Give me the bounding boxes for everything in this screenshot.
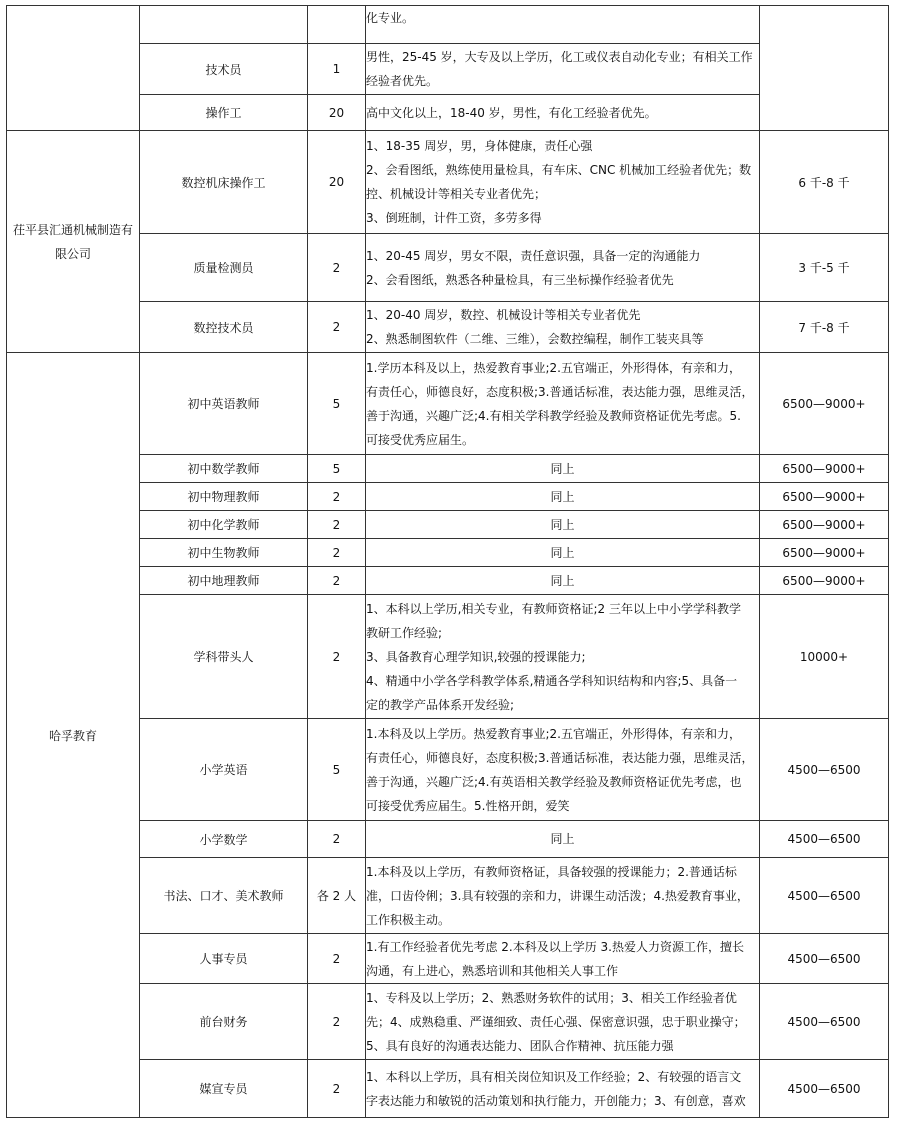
requirement-line: 男性，25-45 岁，大专及以上学历，化工或仪表自动化专业；有相关工作 <box>366 50 753 64</box>
count-cell: 2 <box>308 539 366 567</box>
table-row <box>7 234 889 302</box>
salary-cell: 4500—6500 <box>760 1060 889 1118</box>
position-cell: 初中化学教师 <box>140 511 308 539</box>
position-cell: 技术员 <box>140 44 308 95</box>
requirement-line: 定的教学产品体系开发经验; <box>366 697 515 712</box>
salary-cell: 4500—6500 <box>760 934 889 984</box>
table-row <box>7 455 889 483</box>
requirement-line: 同上 <box>550 489 575 504</box>
job-table <box>6 5 889 1118</box>
requirement-line: 1.学历本科及以上，热爱教育事业;2.五官端正，外形得体，有亲和力， <box>366 360 741 375</box>
table-row <box>7 131 889 234</box>
count-cell: 5 <box>308 353 366 455</box>
salary-cell: 4500—6500 <box>760 984 889 1060</box>
salary-cell: 7 千-8 千 <box>760 302 889 353</box>
count-cell: 5 <box>308 719 366 821</box>
salary-cell: 6 千-8 千 <box>760 131 889 234</box>
requirement-line: 准，口齿伶俐；3.具有较强的亲和力，讲课生动活泼；4.热爱教育事业， <box>366 888 749 903</box>
requirements-cell <box>366 131 760 234</box>
table-row <box>7 483 889 511</box>
count-cell: 2 <box>308 234 366 302</box>
requirement-line: 1、20-40 周岁，数控、机械设计等相关专业者优先 <box>366 308 641 322</box>
table-row <box>7 567 889 595</box>
requirement-line: 1、本科以上学历,相关专业，有教师资格证;2 三年以上中小学学科教学 <box>366 601 741 616</box>
table-row <box>7 821 889 858</box>
requirements-cell <box>366 934 760 984</box>
count-cell: 2 <box>308 821 366 858</box>
count-cell: 5 <box>308 455 366 483</box>
salary-cell: 4500—6500 <box>760 821 889 858</box>
requirements-cell <box>366 455 760 483</box>
table-row <box>7 511 889 539</box>
requirement-line: 可接受优秀应届生。 <box>366 432 475 447</box>
salary-cell: 6500—9000+ <box>760 353 889 455</box>
requirement-line: 可接受优秀应届生。5.性格开朗，爱笑 <box>366 798 570 813</box>
salary-cell: 6500—9000+ <box>760 455 889 483</box>
requirement-line: 1、18-35 周岁，男，身体健康，责任心强 <box>366 139 593 153</box>
position-cell: 小学数学 <box>140 821 308 858</box>
position-cell: 操作工 <box>140 95 308 131</box>
requirement-line: 有责任心，师德良好，态度积极;3.普通话标准，表达能力强，思维灵活， <box>366 384 754 399</box>
requirements-cell <box>366 95 760 131</box>
requirements-cell <box>366 302 760 353</box>
requirement-line: 工作积极主动。 <box>366 912 451 927</box>
table-row <box>7 95 889 131</box>
requirements-cell <box>366 821 760 858</box>
requirements-cell <box>366 1060 760 1118</box>
requirements-cell <box>366 595 760 719</box>
requirement-line: 2、熟悉制图软件（二维、三维），会数控编程，制作工装夹具等 <box>366 332 704 346</box>
requirement-line: 控、机械设计等相关专业者优先； <box>366 187 547 201</box>
table-row <box>7 858 889 934</box>
requirement-line: 字表达能力和敏锐的活动策划和执行能力，开创能力；3、有创意，喜欢 <box>366 1093 746 1108</box>
count-cell: 2 <box>308 984 366 1060</box>
position-cell: 人事专员 <box>140 934 308 984</box>
table-row <box>7 302 889 353</box>
requirement-line: 同上 <box>550 517 575 532</box>
table-row <box>7 984 889 1060</box>
requirement-line: 善于沟通，兴趣广泛;4.有相关学科教学经验及教师资格证优先考虑。5. <box>366 408 741 423</box>
requirement-line: 先；4、成熟稳重、严谨细致、责任心强、保密意识强，忠于职业操守； <box>366 1014 746 1029</box>
requirements-cell <box>366 567 760 595</box>
position-cell: 初中生物教师 <box>140 539 308 567</box>
count-cell: 2 <box>308 595 366 719</box>
table-row <box>7 595 889 719</box>
count-cell: 2 <box>308 483 366 511</box>
requirement-line: 1.本科及以上学历，有教师资格证，具备较强的授课能力；2.普通话标 <box>366 864 737 879</box>
count-cell: 20 <box>308 131 366 234</box>
table-row <box>7 539 889 567</box>
position-cell <box>140 6 308 44</box>
position-cell: 数控技术员 <box>140 302 308 353</box>
table-row <box>7 353 889 455</box>
company-cell: 哈孚教育 <box>7 353 140 1118</box>
salary-cell: 10000+ <box>760 595 889 719</box>
requirement-line: 同上 <box>550 832 575 846</box>
salary-cell: 3 千-5 千 <box>760 234 889 302</box>
requirement-line: 1、专科及以上学历；2、熟悉财务软件的试用；3、相关工作经验者优 <box>366 990 737 1005</box>
salary-cell: 6500—9000+ <box>760 567 889 595</box>
salary-cell: 6500—9000+ <box>760 483 889 511</box>
table-row <box>7 44 889 95</box>
requirements-cell <box>366 984 760 1060</box>
requirement-line: 1、本科以上学历，具有相关岗位知识及工作经验；2、有较强的语言文 <box>366 1069 742 1084</box>
requirement-line: 5、具有良好的沟通表达能力、团队合作精神、抗压能力强 <box>366 1038 674 1053</box>
requirement-line: 2、会看图纸，熟悉各种量检具，有三坐标操作经验者优先 <box>366 272 674 287</box>
requirement-line: 同上 <box>550 461 575 476</box>
requirements-cell <box>366 234 760 302</box>
requirement-line: 2、会看图纸，熟练使用量检具，有车床、CNC 机械加工经验者优先；数 <box>366 163 752 177</box>
position-cell: 媒宣专员 <box>140 1060 308 1118</box>
position-cell: 学科带头人 <box>140 595 308 719</box>
position-cell: 小学英语 <box>140 719 308 821</box>
count-cell: 各 2 人 <box>308 858 366 934</box>
count-cell: 20 <box>308 95 366 131</box>
requirement-line: 经验者优先。 <box>366 74 439 88</box>
requirements-cell <box>366 44 760 95</box>
table-row <box>7 934 889 984</box>
salary-cell: 6500—9000+ <box>760 511 889 539</box>
requirement-line: 4、精通中小学各学科教学体系,精通各学科知识结构和内容;5、具备一 <box>366 673 738 688</box>
requirements-cell <box>366 858 760 934</box>
requirement-line: 1.本科及以上学历。热爱教育事业;2.五官端正，外形得体，有亲和力， <box>366 726 741 741</box>
requirement-line: 沟通，有上进心，熟悉培训和其他相关人事工作 <box>366 963 619 978</box>
position-cell: 初中地理教师 <box>140 567 308 595</box>
table-row <box>7 719 889 821</box>
requirement-line: 化专业。 <box>366 11 415 25</box>
count-cell <box>308 6 366 44</box>
position-cell: 初中英语教师 <box>140 353 308 455</box>
position-cell: 质量检测员 <box>140 234 308 302</box>
company-cell <box>7 6 140 131</box>
position-cell: 数控机床操作工 <box>140 131 308 234</box>
position-cell: 前台财务 <box>140 984 308 1060</box>
salary-cell <box>760 6 889 131</box>
count-cell: 2 <box>308 567 366 595</box>
count-cell: 1 <box>308 44 366 95</box>
requirements-cell <box>366 539 760 567</box>
requirement-line: 3、倒班制，计件工资，多劳多得 <box>366 211 542 225</box>
requirements-cell <box>366 6 760 44</box>
requirement-line: 1、20-45 周岁，男女不限，责任意识强，具备一定的沟通能力 <box>366 248 701 263</box>
requirement-line: 有责任心，师德良好，态度积极;3.普通话标准，表达能力强，思维灵活， <box>366 750 754 765</box>
salary-cell: 6500—9000+ <box>760 539 889 567</box>
requirements-cell <box>366 353 760 455</box>
requirement-line: 善于沟通，兴趣广泛;4.有英语相关教学经验及教师资格证优先考虑，也 <box>366 774 742 789</box>
requirements-cell <box>366 483 760 511</box>
requirement-line: 同上 <box>550 573 575 588</box>
position-cell: 初中数学教师 <box>140 455 308 483</box>
requirement-line: 高中文化以上，18-40 岁，男性，有化工经验者优先。 <box>366 105 657 120</box>
requirements-cell <box>366 511 760 539</box>
salary-cell: 4500—6500 <box>760 719 889 821</box>
requirements-cell <box>366 719 760 821</box>
position-cell: 初中物理教师 <box>140 483 308 511</box>
job-table-body <box>7 6 889 1118</box>
requirement-line: 3、具备教育心理学知识,较强的授课能力; <box>366 649 586 664</box>
company-cell: 茌平县汇通机械制造有限公司 <box>7 131 140 353</box>
requirement-line: 教研工作经验; <box>366 625 443 640</box>
table-row <box>7 6 889 44</box>
count-cell: 2 <box>308 302 366 353</box>
requirement-line: 1.有工作经验者优先考虑 2.本科及以上学历 3.热爱人力资源工作，擅长 <box>366 939 744 954</box>
salary-cell: 4500—6500 <box>760 858 889 934</box>
count-cell: 2 <box>308 511 366 539</box>
requirement-line: 同上 <box>550 545 575 560</box>
count-cell: 2 <box>308 1060 366 1118</box>
position-cell: 书法、口才、美术教师 <box>140 858 308 934</box>
table-row <box>7 1060 889 1118</box>
count-cell: 2 <box>308 934 366 984</box>
